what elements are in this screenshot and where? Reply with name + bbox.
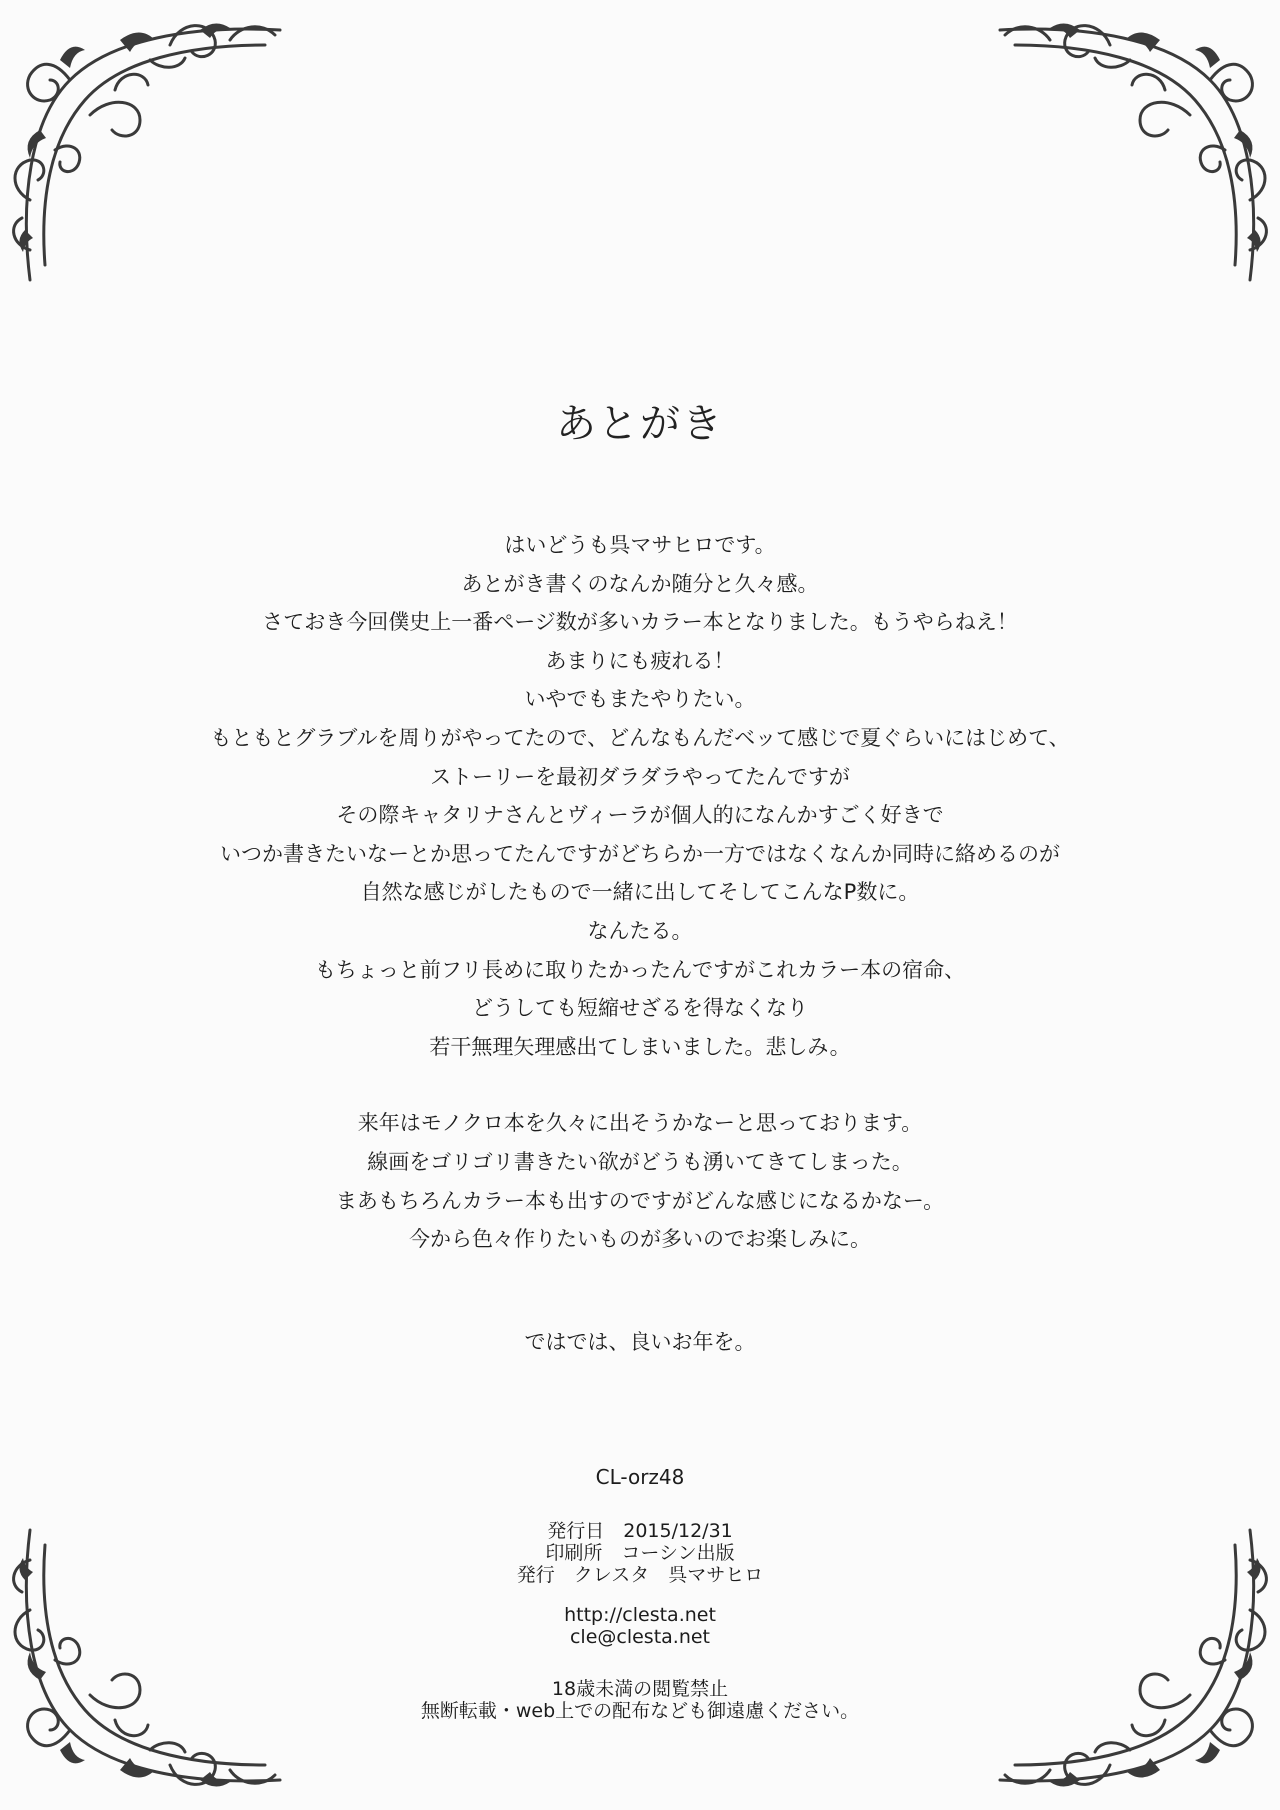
body-line: なんたる。	[587, 918, 693, 943]
body-line: まあもちろんカラー本も出すのですがどんな感じになるかなー。	[335, 1188, 945, 1213]
paragraph-gap	[0, 1066, 1280, 1104]
publisher: 発行 クレスタ 呉マサヒロ	[516, 1564, 764, 1586]
body-line: あとがき書くのなんか随分と久々感。	[461, 571, 819, 596]
spacer	[0, 1648, 1280, 1678]
publish-date: 発行日 2015/12/31	[547, 1520, 733, 1542]
page-title: あとがき	[556, 401, 724, 447]
spacer	[0, 1586, 1280, 1604]
closing-line: ではでは、良いお年を。	[524, 1330, 756, 1354]
flourish-corner-ornament-top-right	[980, 0, 1280, 300]
flourish-corner-ornament-top-left	[0, 0, 300, 300]
flourish-icon	[0, 0, 300, 300]
redistribution-notice: 無断転載・web上での配布なども御遠慮ください。	[420, 1700, 860, 1722]
body-line: どうしても短縮せざるを得なくなり	[472, 996, 808, 1021]
body-line: もともとグラブルを周りがやってたので、どんなもんだベッて感じで夏ぐらいにはじめて、	[210, 725, 1070, 750]
body-line: 自然な感じがしたもので一緒に出してそしてこんなP数に。	[360, 880, 920, 905]
colophon	[0, 1466, 1280, 1722]
flourish-icon	[980, 0, 1280, 300]
body-line: 今から色々作りたいものが多いのでお楽しみに。	[409, 1227, 871, 1252]
website-url: http://clesta.net	[564, 1604, 716, 1626]
body-line: いやでもまたやりたい。	[524, 687, 756, 712]
catalog-code: CL-orz48	[595, 1465, 685, 1489]
body-line: 来年はモノクロ本を久々に出そうかなーと思っております。	[357, 1111, 923, 1136]
age-restriction-notice: 18歳未満の閲覧禁止	[551, 1678, 729, 1700]
body-line: さておき今回僕史上一番ページ数が多いカラー本となりました。もうやらねえ！	[262, 610, 1018, 635]
body-line: 線画をゴリゴリ書きたい欲がどうも湧いてきてしまった。	[367, 1149, 913, 1174]
body-line: ストーリーを最初ダラダラやってたんですが	[430, 764, 850, 789]
body-line: もちょっと前フリ長めに取りたかったんですがこれカラー本の宿命、	[314, 957, 966, 982]
afterword-body	[0, 526, 1280, 1259]
body-line: いつか書きたいなーとか思ってたんですがどちらか一方ではなくなんか同時に絡めるのが	[220, 841, 1060, 866]
body-line: あまりにも疲れる！	[545, 648, 735, 673]
body-line: はいどうも呉マサヒロです。	[504, 533, 776, 557]
body-line: 若干無理矢理感出てしまいました。悲しみ。	[429, 1034, 851, 1059]
printer: 印刷所 コーシン出版	[545, 1542, 735, 1564]
contact-email: cle@clesta.net	[569, 1626, 711, 1648]
body-line: その際キャタリナさんとヴィーラが個人的になんかすごく好きで	[336, 803, 944, 828]
